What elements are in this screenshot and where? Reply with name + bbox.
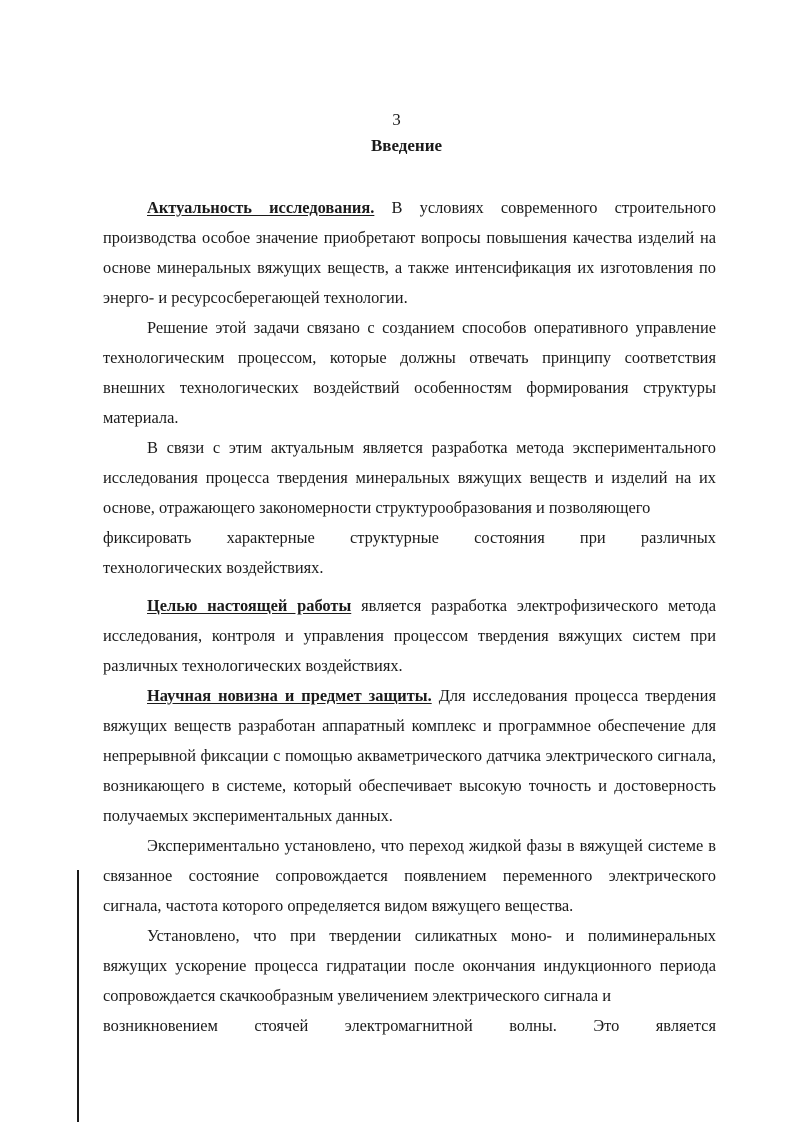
paragraph-lead: Научная новизна и предмет защиты. [147, 686, 432, 705]
paragraph-text: Установлено, что при твердении силикатных моно- и полиминеральных вяжущих ускорение процесса гидратации после окончания индукционного периода сопровождается скачкообразным увеличением электрического сигнала и [103, 926, 716, 1005]
paragraph-experiment [103, 831, 716, 921]
paragraph-goal [103, 591, 716, 681]
paragraph-justified-line: возникновением стоячей электромагнитной волны. Это является [103, 1016, 716, 1035]
paragraph-lead: Целью настоящей работы [147, 596, 352, 615]
paragraph-text: Решение этой задачи связано с созданием способов оперативного управление технологическим процессом, которые должны отвечать принципу соответствия внешних технологических воздействий особенностям формирования структуры материала. [103, 318, 716, 427]
paragraph-task [103, 313, 716, 433]
paragraph-text: является разработка электрофизического метода исследования, контроля и управления процессом твердения вяжущих систем при различных технологических воздействиях. [103, 596, 716, 675]
paragraph-justified-line: фиксировать характерные структурные состояния при различных [103, 528, 716, 547]
paragraph-lead: Актуальность исследования. [147, 198, 375, 217]
paragraph-relevance [103, 193, 716, 313]
paragraph-text: В условиях современного строительного производства особое значение приобретают вопросы повышения качества изделий на основе минеральных вяжущих веществ, а также интенсификация их изготовления по энерго- и ресурсосберегающей технологии. [103, 198, 717, 307]
paragraph-text: Экспериментально установлено, что переход жидкой фазы в вяжущей системе в связанное состояние сопровождается появлением переменного электрического сигнала, частота которого определяется видом вяжущего вещества. [103, 836, 716, 915]
paragraph-novelty [103, 681, 716, 831]
paragraph-text: Для исследования процесса твердения вяжущих веществ разработан аппаратный комплекс и программное обеспечение для непрерывной фиксации с помощью акваметрического датчика электрического сигнала, возникающего в системе, который обеспечивает высокую точность и достоверность получаемых экспериментальных данных. [103, 686, 716, 825]
page-number: 3 [392, 110, 401, 129]
document-body [103, 193, 716, 1041]
paragraph-method [103, 433, 716, 583]
paragraph-tail: технологических воздействиях. [103, 558, 324, 577]
paragraph-text: В связи с этим актуальным является разработка метода экспериментального исследования процесса твердения минеральных вяжущих веществ и изделий на их основе, отражающего закономерности структурообразования и позволяющего [103, 438, 716, 517]
page-title: Введение [370, 136, 443, 155]
paragraph-established [103, 921, 716, 1041]
scan-edge-line [77, 870, 79, 1122]
